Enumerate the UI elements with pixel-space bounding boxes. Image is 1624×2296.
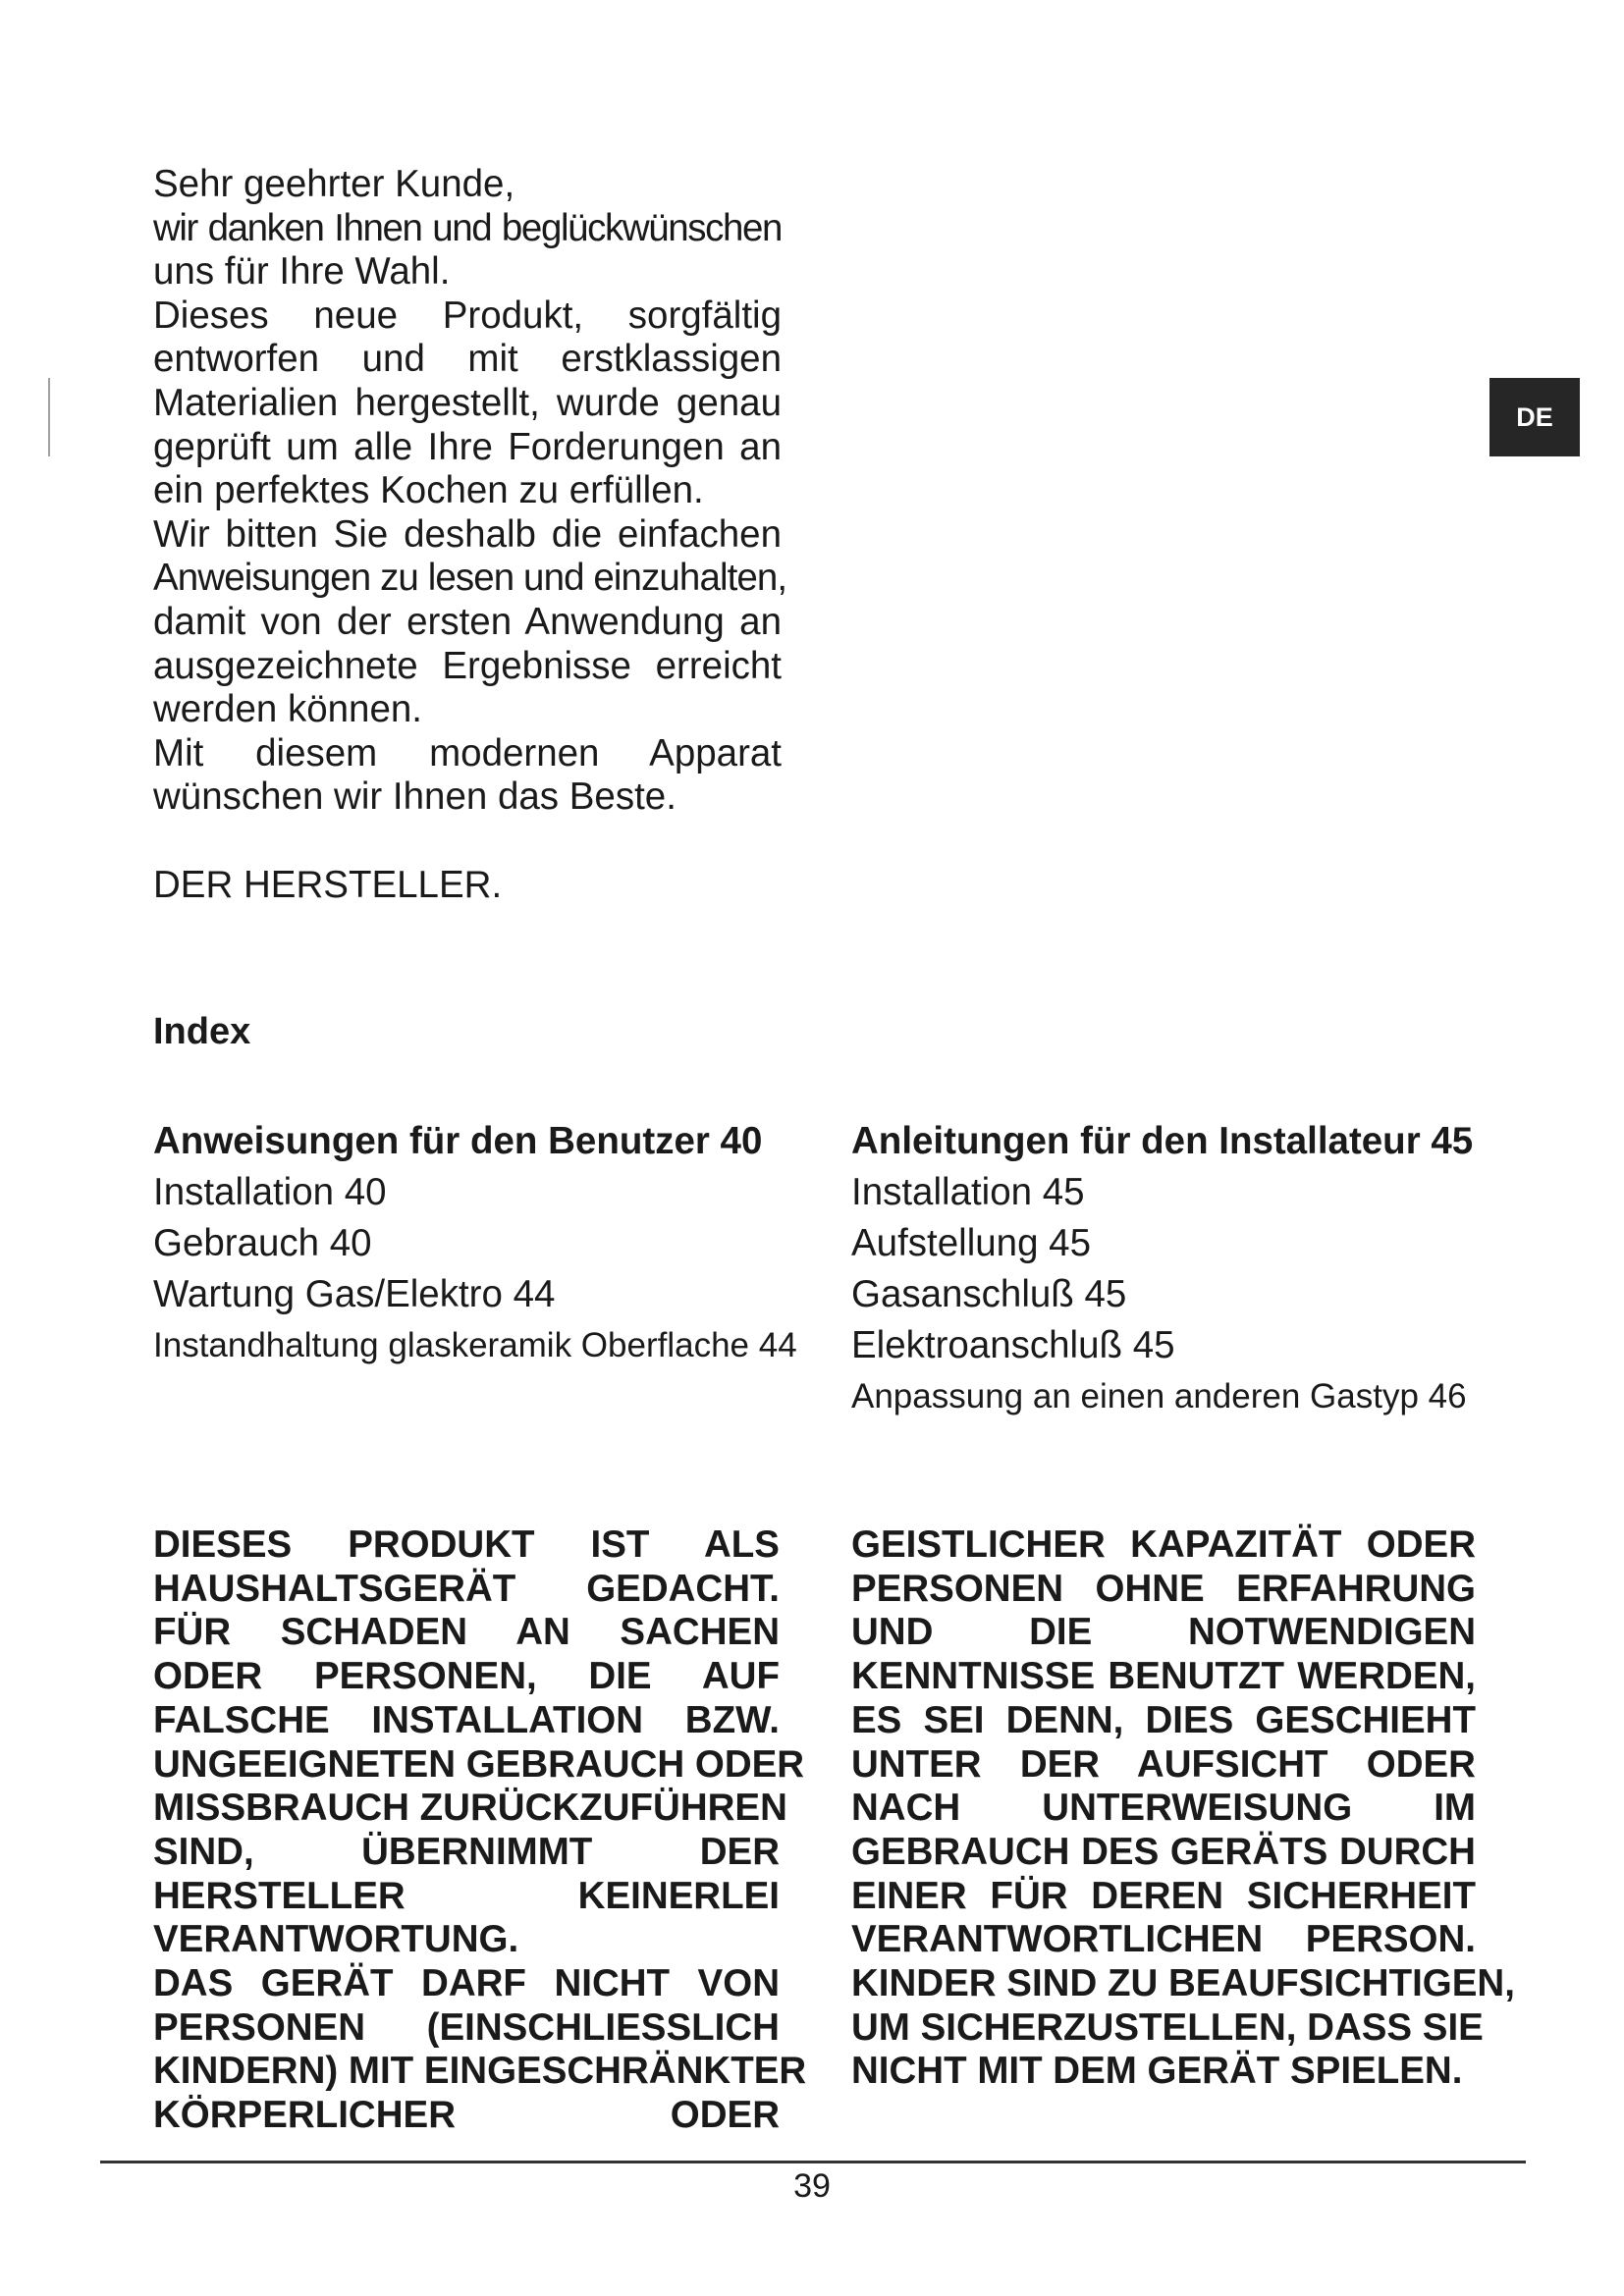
greeting-paragraph bbox=[153, 163, 787, 820]
greeting-line: Wir bitten Sie deshalb die einfachen bbox=[153, 512, 782, 556]
greeting-line: wünschen wir Ihnen das Beste. bbox=[153, 775, 677, 819]
greeting-line: werden können. bbox=[153, 688, 422, 731]
toc-item: Gebrauch 40 bbox=[153, 1222, 372, 1264]
toc-item: Elektroanschluß 45 bbox=[851, 1324, 1175, 1366]
toc-item: Installation 40 bbox=[153, 1171, 387, 1213]
warning-line: DAS GERÄT DARF NICHT VON bbox=[153, 1962, 780, 2005]
greeting-line: Dieses neue Produkt, sorgfältig bbox=[153, 294, 782, 337]
page-number: 39 bbox=[793, 2167, 831, 2205]
warning-line: VERANTWORTLICHEN PERSON. bbox=[851, 1918, 1476, 1961]
warning-line: SIND, ÜBERNIMMT DER bbox=[153, 1830, 780, 1873]
warning-line: GEISTLICHER KAPAZITÄT ODER bbox=[851, 1523, 1476, 1566]
toc-user-section bbox=[153, 1116, 797, 1371]
greeting-line: ein perfektes Kochen zu erfüllen. bbox=[153, 469, 704, 512]
warning-line: KINDERN) MIT EINGESCHRÄNKTER bbox=[153, 2050, 807, 2093]
warning-line: VERANTWORTUNG. bbox=[153, 1918, 519, 1961]
toc-item: Instandhaltung glaskeramik Oberflache 44 bbox=[153, 1326, 797, 1364]
warning-line: UND DIE NOTWENDIGEN bbox=[851, 1611, 1476, 1654]
warning-line: ES SEI DENN, DIES GESCHIEHT bbox=[851, 1698, 1476, 1741]
footer-divider bbox=[100, 2161, 1526, 2163]
toc-item: Aufstellung 45 bbox=[851, 1222, 1092, 1264]
greeting-line: ausgezeichnete Ergebnisse erreicht bbox=[153, 644, 782, 687]
toc-item: Gasanschluß 45 bbox=[851, 1273, 1127, 1315]
toc-installer-section bbox=[851, 1116, 1473, 1422]
warning-line: MISSBRAUCH ZURÜCKZUFÜHREN bbox=[153, 1787, 787, 1830]
greeting-line: geprüft um alle Ihre Forderungen an bbox=[153, 425, 782, 468]
greeting-line: damit von der ersten Anwendung an bbox=[153, 600, 782, 643]
toc-item: Anpassung an einen anderen Gastyp 46 bbox=[851, 1377, 1467, 1415]
warning-line: EINER FÜR DEREN SICHERHEIT bbox=[851, 1874, 1476, 1917]
signature: DER HERSTELLER. bbox=[153, 864, 503, 906]
warning-left-column bbox=[153, 1523, 807, 2138]
warning-line: FÜR SCHADEN AN SACHEN bbox=[153, 1611, 780, 1654]
warning-line: KENNTNISSE BENUTZT WERDEN, bbox=[851, 1655, 1476, 1698]
warning-line: UNGEEIGNETEN GEBRAUCH ODER bbox=[153, 1742, 805, 1786]
warning-line: UNTER DER AUFSICHT ODER bbox=[851, 1742, 1476, 1786]
warning-line: HERSTELLER KEINERLEI bbox=[153, 1874, 780, 1917]
warning-right-column bbox=[851, 1523, 1515, 2094]
warning-line: DIESES PRODUKT IST ALS bbox=[153, 1523, 780, 1566]
toc-item: Wartung Gas/Elektro 44 bbox=[153, 1273, 556, 1315]
toc-user-heading: Anweisungen für den Benutzer 40 bbox=[153, 1120, 763, 1162]
greeting-line: Anweisungen zu lesen und einzuhalten, bbox=[153, 557, 787, 600]
warning-line: NICHT MIT DEM GERÄT SPIELEN. bbox=[851, 2050, 1463, 2093]
warning-line: PERSONEN (EINSCHLIESSLICH bbox=[153, 2005, 780, 2049]
greeting-line: wir danken Ihnen und beglückwünschen bbox=[153, 206, 782, 249]
warning-line: FALSCHE INSTALLATION BZW. bbox=[153, 1698, 780, 1741]
greeting-line: Mit diesem modernen Apparat bbox=[153, 731, 782, 774]
index-title: Index bbox=[153, 1011, 251, 1052]
toc-installer-heading: Anleitungen für den Installateur 45 bbox=[851, 1120, 1474, 1162]
margin-mark bbox=[48, 378, 50, 456]
greeting-line: uns für Ihre Wahl. bbox=[153, 250, 451, 294]
warning-line: HAUSHALTSGERÄT GEDACHT. bbox=[153, 1567, 780, 1610]
warning-line: NACH UNTERWEISUNG IM bbox=[851, 1787, 1476, 1830]
warning-line: ODER PERSONEN, DIE AUF bbox=[153, 1655, 780, 1698]
warning-line: KINDER SIND ZU BEAUFSICHTIGEN, bbox=[851, 1962, 1515, 2005]
greeting-line: Materialien hergestellt, wurde genau bbox=[153, 381, 782, 424]
warning-line: GEBRAUCH DES GERÄTS DURCH bbox=[851, 1830, 1476, 1873]
warning-line: UM SICHERZUSTELLEN, DASS SIE bbox=[851, 2005, 1484, 2049]
warning-line: PERSONEN OHNE ERFAHRUNG bbox=[851, 1567, 1476, 1610]
language-tab: DE bbox=[1489, 378, 1580, 456]
warning-line: KÖRPERLICHER ODER bbox=[153, 2094, 780, 2137]
greeting-line: entworfen und mit erstklassigen bbox=[153, 338, 782, 381]
toc-item: Installation 45 bbox=[851, 1171, 1085, 1213]
greeting-line: Sehr geehrter Kunde, bbox=[153, 163, 515, 205]
